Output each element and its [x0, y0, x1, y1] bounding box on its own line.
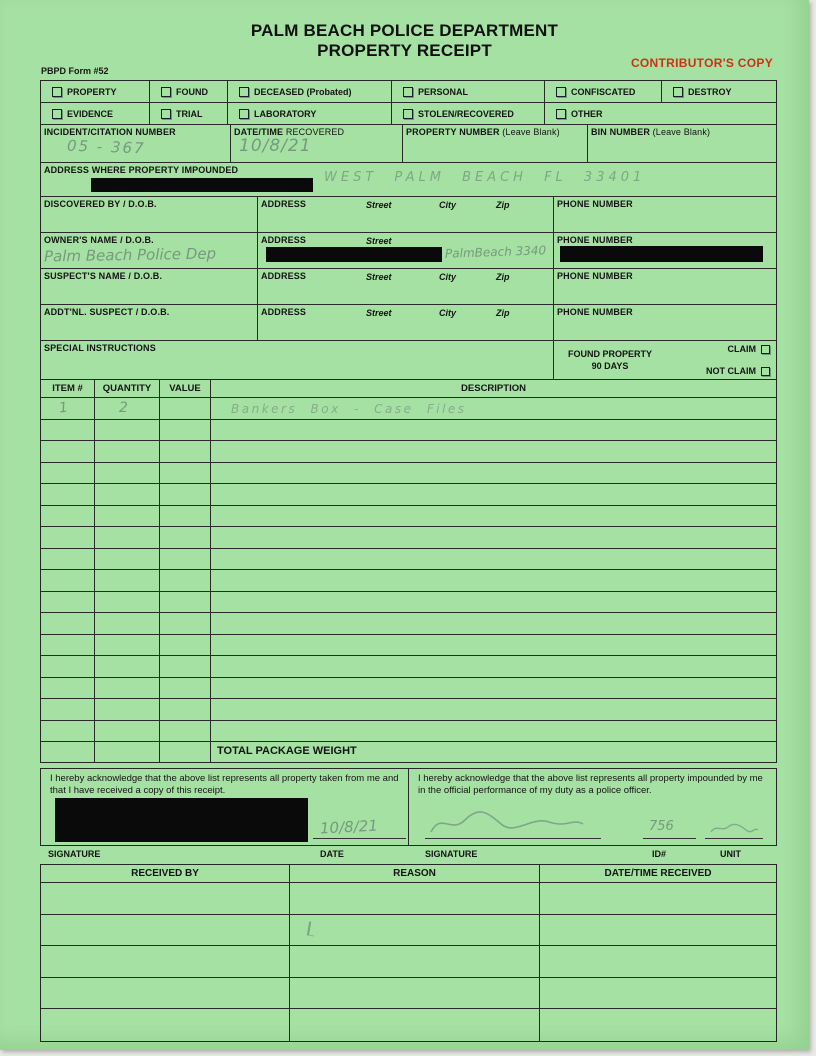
stray-pencil-mark	[307, 921, 316, 936]
special-instructions-row	[41, 341, 776, 379]
suspect-phone-field	[554, 269, 776, 304]
zip-label: Zip	[496, 200, 510, 210]
not-claim-label: NOT CLAIM	[706, 366, 756, 376]
not-claim-checkbox-icon	[761, 367, 770, 376]
item-cell-empty	[211, 699, 776, 720]
date-label: DATE	[320, 849, 344, 859]
item-cell-empty	[160, 592, 211, 613]
found-checkbox-icon	[161, 87, 171, 97]
city-label: City	[439, 272, 457, 282]
redaction-owner-phone	[560, 246, 763, 262]
found-property-label: FOUND PROPERTY	[568, 349, 653, 359]
handwritten-incident-number: 05 - 367	[66, 136, 146, 158]
item-cell-empty	[160, 656, 211, 677]
street-label: Street	[366, 236, 392, 246]
addtnl-suspect-label: ADDT'NL. SUSPECT / D.O.B.	[44, 307, 170, 317]
item-cell-empty	[95, 527, 160, 548]
suspect-address-field	[258, 269, 554, 304]
item-cell-empty	[41, 678, 95, 699]
item-row-empty	[41, 506, 776, 528]
item-value-cell	[160, 398, 211, 419]
received-cell	[41, 946, 290, 977]
received-cell	[290, 915, 540, 946]
received-row	[41, 1009, 776, 1041]
item-cell-empty	[95, 441, 160, 462]
signature-labels-row	[40, 847, 777, 862]
form-title	[0, 21, 809, 61]
item-cell-empty	[95, 463, 160, 484]
upper-form-box	[40, 80, 777, 380]
item-cell-empty	[211, 527, 776, 548]
impound-address-label: ADDRESS WHERE PROPERTY IMPOUNDED	[44, 165, 239, 175]
checkbox-deceased	[228, 81, 392, 102]
unit-line	[705, 838, 763, 839]
bin-number-label: BIN NUMBER (Leave Blank)	[591, 127, 711, 137]
item-row-empty	[41, 420, 776, 442]
checkbox-personal	[392, 81, 545, 102]
item-cell-empty	[211, 721, 776, 742]
destroy-checkbox-icon	[673, 87, 683, 97]
item-row-empty	[41, 441, 776, 463]
acknowledgment-left-text: I hereby acknowledge that the above list represents all property taken from me and that I have received a copy of this receipt.	[50, 773, 399, 797]
personal-checkbox-icon	[403, 87, 413, 97]
impound-address-row	[41, 163, 776, 197]
addtnl-suspect-phone-field	[554, 305, 776, 340]
phone-number-label: PHONE NUMBER	[557, 271, 633, 281]
incident-citation-label: INCIDENT/CITATION NUMBER	[44, 127, 176, 137]
property-label: PROPERTY	[67, 86, 117, 97]
redaction-impound-address	[91, 178, 313, 192]
datetime-received-header: DATE/TIME RECEIVED	[604, 868, 712, 879]
unit-label: UNIT	[720, 849, 741, 859]
item-row-empty	[41, 484, 776, 506]
item-cell-empty	[160, 527, 211, 548]
trial-label: TRIAL	[176, 108, 203, 119]
phone-number-label: PHONE NUMBER	[557, 235, 633, 245]
item-cell-empty	[160, 420, 211, 441]
found-property-90days	[568, 348, 652, 372]
form-title-line2: PROPERTY RECEIPT	[317, 41, 492, 60]
received-cell	[540, 946, 776, 977]
owner-address-field	[258, 233, 554, 268]
received-cell	[290, 883, 540, 914]
item-cell-empty	[95, 699, 160, 720]
item-cell-empty	[160, 613, 211, 634]
item-row-empty	[41, 592, 776, 614]
item-cell-empty	[160, 463, 211, 484]
item-cell-empty	[41, 549, 95, 570]
description-header: DESCRIPTION	[461, 383, 526, 394]
redaction-owner-address	[266, 247, 442, 262]
item-cell-empty	[160, 506, 211, 527]
incident-citation-field	[41, 125, 231, 162]
item-quantity-cell	[95, 398, 160, 419]
special-instructions-field	[41, 341, 554, 379]
quantity-header: QUANTITY	[95, 380, 160, 397]
item-cell-empty	[160, 484, 211, 505]
item-cell-empty	[41, 635, 95, 656]
form-title-line1: PALM BEACH POLICE DEPARTMENT	[250, 21, 559, 40]
handwritten-item-number: 1	[57, 399, 69, 417]
item-description-cell	[211, 398, 776, 419]
phone-number-label: PHONE NUMBER	[557, 307, 633, 317]
received-cell	[41, 1009, 290, 1041]
received-header-row	[41, 865, 776, 883]
received-row	[41, 978, 776, 1010]
item-cell-empty	[95, 678, 160, 699]
item-cell-empty	[95, 613, 160, 634]
item-cell-empty	[211, 656, 776, 677]
deceased-label: DECEASED (Probated)	[254, 86, 352, 97]
officer-signature-line	[425, 838, 601, 839]
item-cell-empty	[95, 721, 160, 742]
handwritten-owner-name: Palm Beach Police Dep	[43, 244, 217, 266]
received-row	[41, 946, 776, 978]
person-row-owner	[41, 233, 776, 269]
claim-options	[706, 344, 770, 376]
deceased-checkbox-icon	[239, 87, 249, 97]
claim-checkbox-icon	[761, 345, 770, 354]
discovered-by-phone-field	[554, 197, 776, 232]
received-cell	[540, 915, 776, 946]
laboratory-checkbox-icon	[239, 109, 249, 119]
item-cell-empty	[211, 463, 776, 484]
received-by-header: RECEIVED BY	[41, 865, 290, 882]
property-number-label: PROPERTY NUMBER (Leave Blank)	[406, 127, 560, 137]
item-cell-empty	[211, 549, 776, 570]
trial-checkbox-icon	[161, 109, 171, 119]
item-cell-empty	[95, 420, 160, 441]
handwritten-owner-city: PalmBeach 3340	[444, 243, 547, 261]
total-value-cell	[160, 742, 211, 762]
checkbox-confiscated	[545, 81, 662, 102]
address-label: ADDRESS	[261, 199, 307, 209]
item-cell-empty	[160, 635, 211, 656]
item-cell-empty	[211, 678, 776, 699]
owner-phone-field	[554, 233, 776, 268]
received-cell	[290, 946, 540, 977]
not-claim-option	[706, 366, 770, 376]
address-label: ADDRESS	[261, 307, 307, 317]
incident-row	[41, 125, 776, 163]
item-cell-empty	[160, 721, 211, 742]
item-cell-empty	[41, 527, 95, 548]
handwritten-impound-city: WEST PALM BEACH FL 33401	[324, 170, 646, 185]
total-quantity-cell	[95, 742, 160, 762]
received-row	[41, 883, 776, 915]
phone-number-label: PHONE NUMBER	[557, 199, 633, 209]
address-label: ADDRESS	[261, 271, 307, 281]
signature1-label: SIGNATURE	[48, 849, 101, 859]
received-cell	[540, 978, 776, 1009]
item-row-empty	[41, 613, 776, 635]
id-line	[643, 838, 696, 839]
items-table	[40, 380, 777, 763]
datetime-recovered-field	[231, 125, 403, 162]
item-cell-empty	[211, 635, 776, 656]
handwritten-officer-id: 756	[649, 819, 674, 835]
classification-row-2	[41, 103, 776, 125]
item-row-empty	[41, 527, 776, 549]
personal-label: PERSONAL	[418, 86, 469, 97]
impound-address-field	[41, 163, 776, 196]
checkbox-property	[41, 81, 150, 102]
item-cell-empty	[160, 699, 211, 720]
item-cell-empty	[41, 463, 95, 484]
handwritten-item-quantity: 2	[119, 400, 128, 416]
handwritten-date-recovered: 10/8/21	[239, 136, 312, 156]
handwritten-unit-scribble	[708, 822, 760, 836]
item-cell-empty	[160, 570, 211, 591]
item-cell-empty	[95, 592, 160, 613]
contributors-copy-label: CONTRIBUTOR'S COPY	[630, 56, 773, 70]
received-cell	[41, 978, 290, 1009]
city-label: City	[439, 308, 457, 318]
suspect-name-label: SUSPECT'S NAME / D.O.B.	[44, 271, 163, 281]
item-cell-empty	[41, 506, 95, 527]
signature2-label: SIGNATURE	[425, 849, 478, 859]
item-cell-empty	[160, 678, 211, 699]
received-cell	[540, 1009, 776, 1041]
item-cell-empty	[41, 570, 95, 591]
item-row-empty	[41, 678, 776, 700]
item-cell-empty	[41, 699, 95, 720]
datetime-recovered-label: DATE/TIME RECOVERED	[234, 127, 345, 137]
item-cell-empty	[41, 592, 95, 613]
acknowledgment-section	[40, 768, 777, 846]
street-label: Street	[366, 272, 392, 282]
address-label: ADDRESS	[261, 235, 307, 245]
property-number-field	[403, 125, 588, 162]
stolen-recovered-checkbox-icon	[403, 109, 413, 119]
classification-row-1	[41, 81, 776, 103]
received-cell	[41, 915, 290, 946]
item-number-header: ITEM #	[41, 380, 95, 397]
received-row	[41, 915, 776, 947]
owner-name-field	[41, 233, 258, 268]
checkbox-laboratory	[228, 103, 392, 124]
confiscated-checkbox-icon	[556, 87, 566, 97]
laboratory-label: LABORATORY	[254, 108, 317, 119]
item-cell-empty	[41, 420, 95, 441]
total-item-cell	[41, 742, 95, 762]
street-label: Street	[366, 200, 392, 210]
checkbox-found	[150, 81, 228, 102]
zip-label: Zip	[496, 272, 510, 282]
discovered-by-field	[41, 197, 258, 232]
item-row-empty	[41, 463, 776, 485]
person-row-addtnl-suspect	[41, 305, 776, 341]
item-cell-empty	[95, 570, 160, 591]
total-package-weight-label: TOTAL PACKAGE WEIGHT	[217, 745, 357, 757]
checkbox-destroy	[662, 81, 776, 102]
item-cell-empty	[95, 549, 160, 570]
checkbox-evidence	[41, 103, 150, 124]
discovered-by-address-field	[258, 197, 554, 232]
received-cell	[41, 883, 290, 914]
item-cell-empty	[211, 441, 776, 462]
item-cell-empty	[41, 484, 95, 505]
found-label: FOUND	[176, 86, 208, 97]
item-cell-empty	[211, 592, 776, 613]
addtnl-suspect-address-field	[258, 305, 554, 340]
item-row-empty	[41, 721, 776, 743]
item-cell-empty	[211, 506, 776, 527]
item-cell-empty	[41, 721, 95, 742]
street-label: Street	[366, 308, 392, 318]
special-instructions-label: SPECIAL INSTRUCTIONS	[44, 343, 156, 353]
value-header: VALUE	[160, 380, 211, 397]
ninety-days-label: 90 DAYS	[591, 361, 629, 371]
item-cell-empty	[41, 656, 95, 677]
acknowledgment-right-pane	[408, 769, 776, 845]
discovered-by-label: DISCOVERED BY / D.O.B.	[44, 199, 157, 209]
total-package-weight-row	[41, 742, 776, 762]
item-row-empty	[41, 549, 776, 571]
bin-number-field	[588, 125, 776, 162]
item-cell-empty	[95, 635, 160, 656]
evidence-checkbox-icon	[52, 109, 62, 119]
received-table	[40, 864, 777, 1042]
zip-label: Zip	[496, 308, 510, 318]
received-cell	[540, 883, 776, 914]
id-label: ID#	[652, 849, 667, 859]
other-label: OTHER	[571, 108, 603, 119]
items-rows-empty	[41, 420, 776, 743]
item-cell-empty	[95, 656, 160, 677]
confiscated-label: CONFISCATED	[571, 86, 636, 97]
stolen-recovered-label: STOLEN/RECOVERED	[418, 108, 514, 119]
form-number: PBPD Form #52	[41, 66, 109, 76]
found-property-field	[554, 341, 776, 379]
received-rows	[41, 883, 776, 1041]
item-cell-empty	[211, 613, 776, 634]
item-cell-empty	[160, 441, 211, 462]
city-label: City	[439, 200, 457, 210]
evidence-label: EVIDENCE	[67, 108, 114, 119]
item-row-1	[41, 398, 776, 420]
owner-name-label: OWNER'S NAME / D.O.B.	[44, 235, 154, 245]
property-checkbox-icon	[52, 87, 62, 97]
acknowledgment-left-pane	[41, 769, 408, 845]
received-cell	[290, 978, 540, 1009]
acknowledgment-right-text: I hereby acknowledge that the above list represents all property impounded by me in the official performance of my duty as a police officer.	[418, 773, 763, 797]
suspect-name-field	[41, 269, 258, 304]
item-cell-empty	[95, 484, 160, 505]
person-row-discovered-by	[41, 197, 776, 233]
item-cell-empty	[211, 570, 776, 591]
checkbox-trial	[150, 103, 228, 124]
handwritten-officer-signature-scribble	[427, 808, 587, 838]
item-number-cell	[41, 398, 95, 419]
checkbox-other	[545, 103, 776, 124]
item-cell-empty	[41, 613, 95, 634]
addtnl-suspect-field	[41, 305, 258, 340]
item-cell-empty	[211, 420, 776, 441]
received-cell	[290, 1009, 540, 1041]
handwritten-item-description: Bankers Box - Case Files	[231, 402, 467, 416]
item-row-empty	[41, 570, 776, 592]
item-cell-empty	[95, 506, 160, 527]
item-cell-empty	[41, 441, 95, 462]
total-package-weight-cell	[211, 742, 776, 762]
item-cell-empty	[211, 484, 776, 505]
destroy-label: DESTROY	[688, 86, 732, 97]
redaction-contributor-signature	[55, 798, 308, 842]
items-header-row	[41, 380, 776, 398]
handwritten-signature-date: 10/8/21	[319, 816, 379, 838]
checkbox-stolen-recovered	[392, 103, 545, 124]
reason-header: REASON	[290, 865, 540, 882]
claim-label: CLAIM	[727, 344, 756, 354]
person-row-suspect	[41, 269, 776, 305]
item-row-empty	[41, 635, 776, 657]
item-row-empty	[41, 656, 776, 678]
item-cell-empty	[160, 549, 211, 570]
claim-option	[706, 344, 770, 354]
property-receipt-form	[40, 80, 777, 1042]
item-row-empty	[41, 699, 776, 721]
other-checkbox-icon	[556, 109, 566, 119]
